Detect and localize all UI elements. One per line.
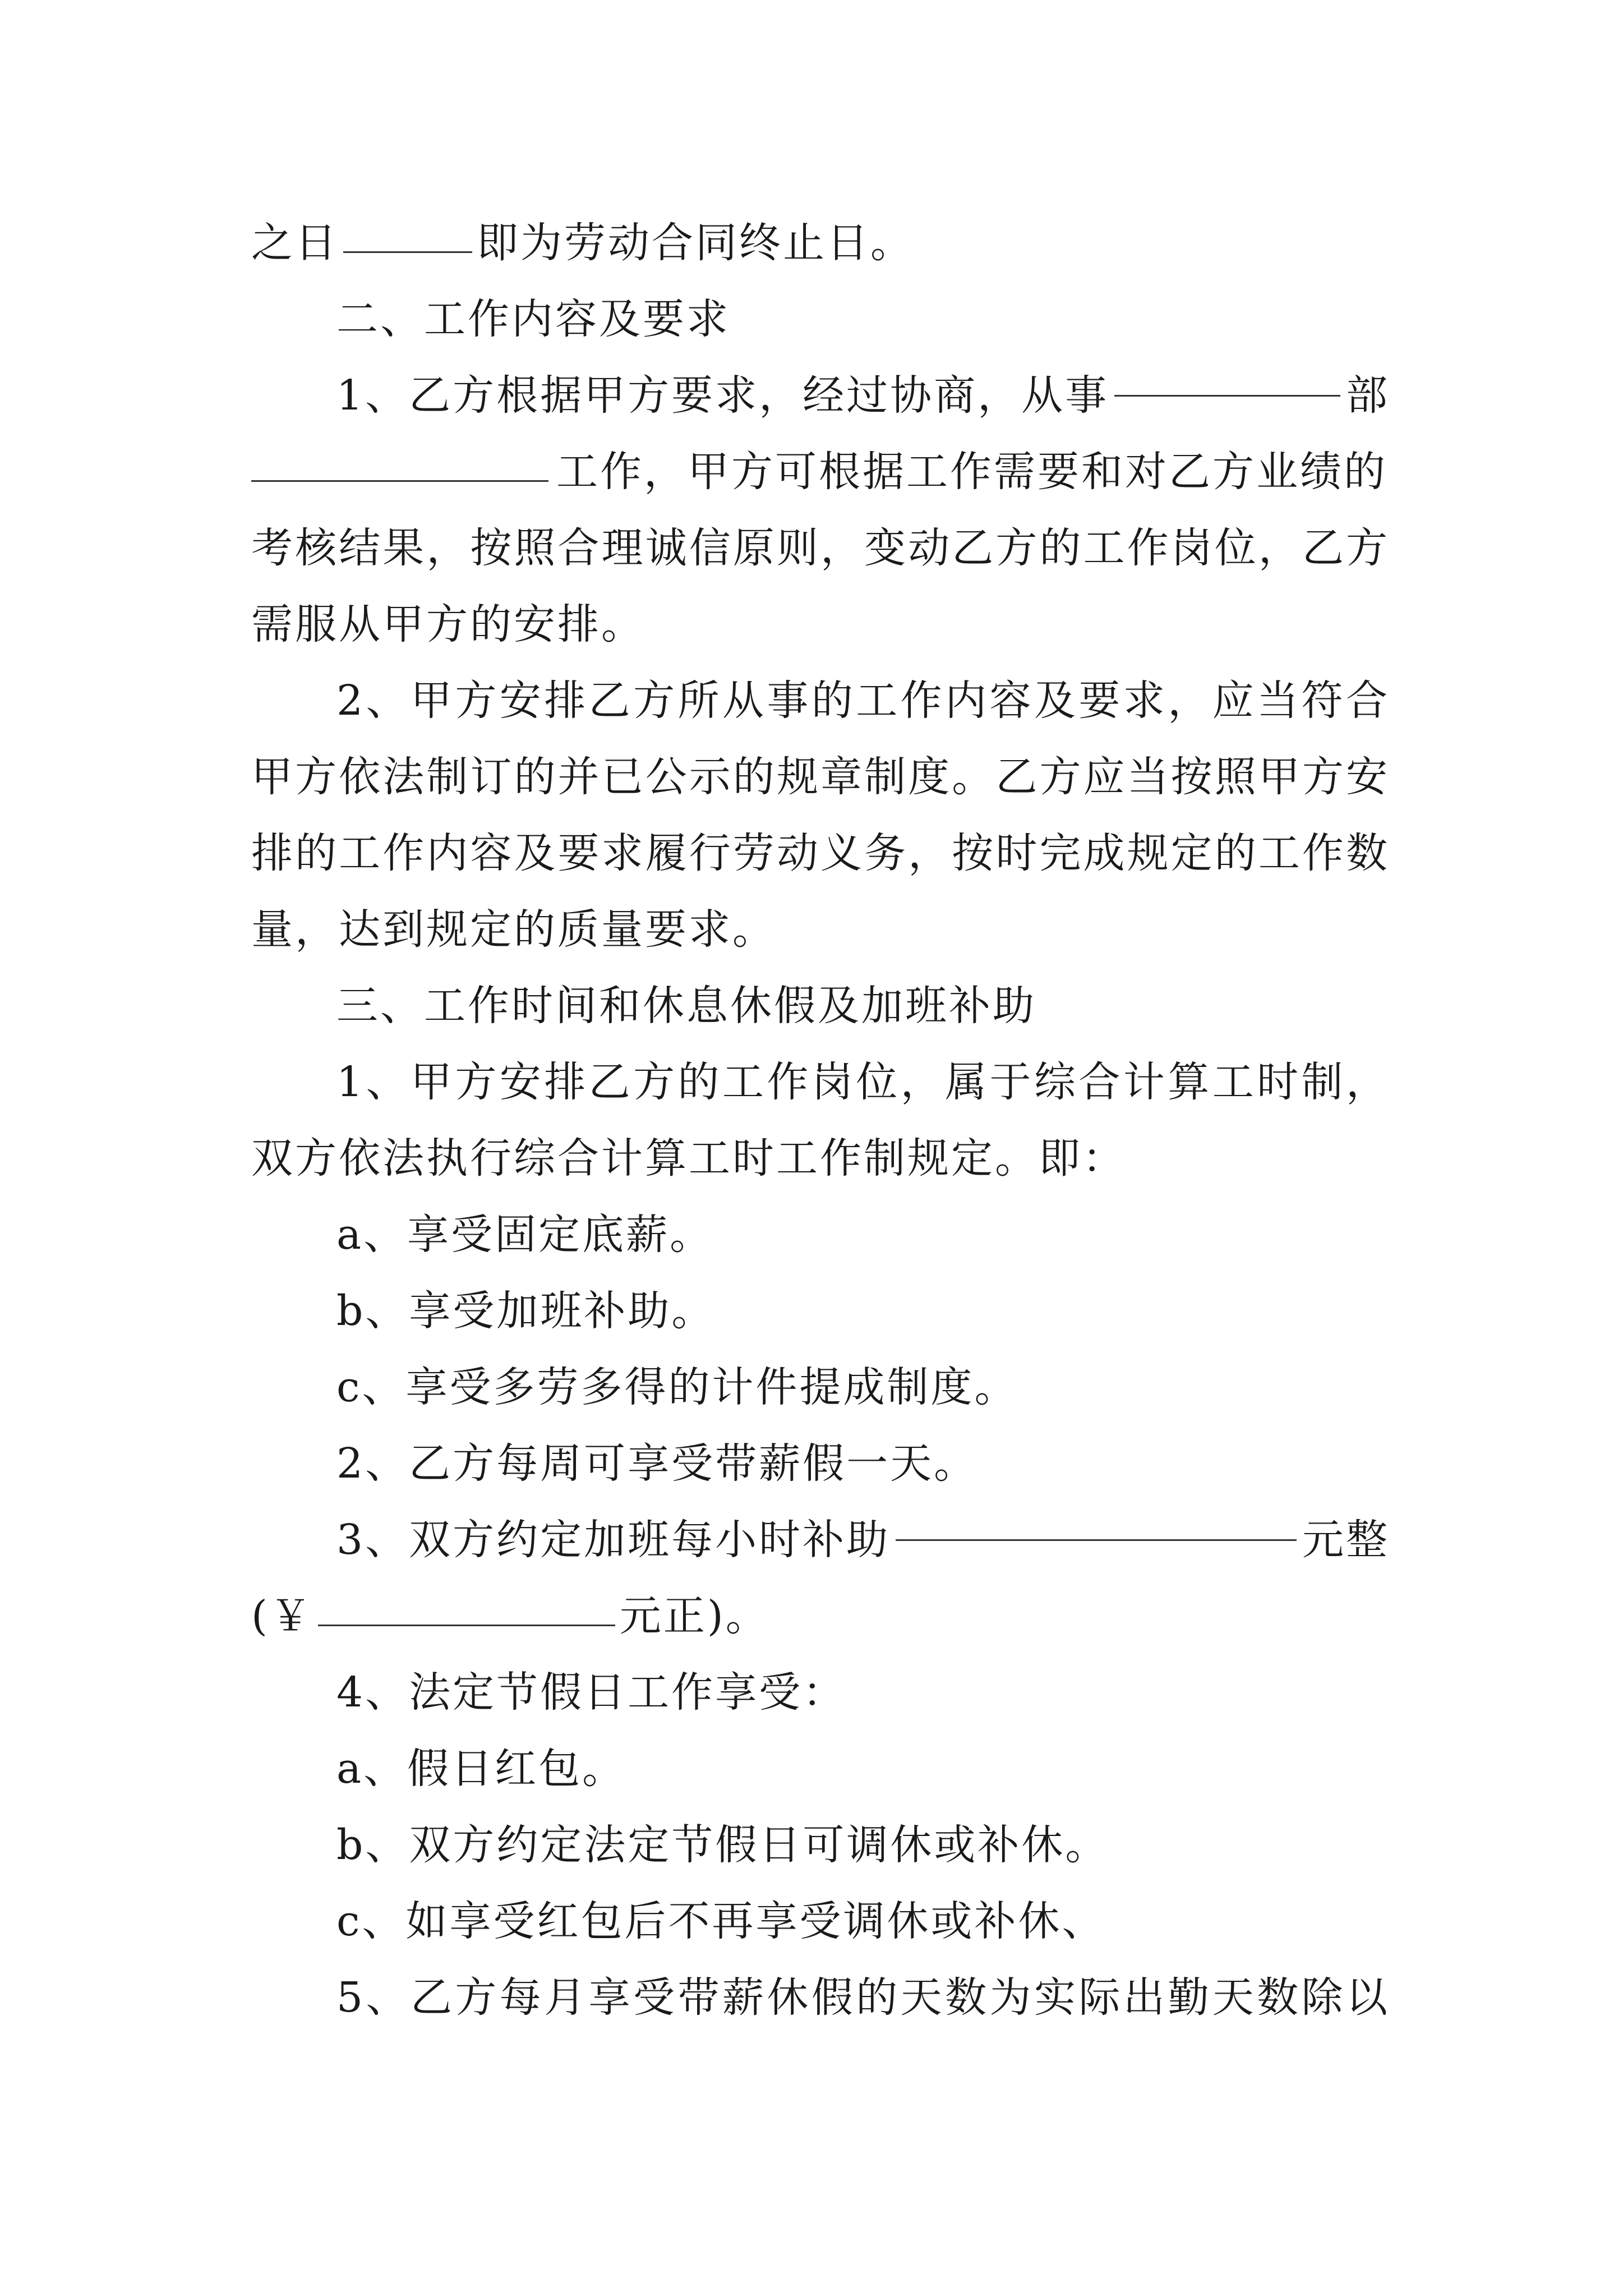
text-fragment: 部	[1346, 371, 1390, 420]
text-line-overtime-yuan	[251, 1585, 1390, 1647]
section-heading-3: 三、工作时间和休息休假及加班补助	[336, 982, 1036, 1030]
text-fragment: 元整	[1302, 1516, 1390, 1564]
fill-blank-yuan	[318, 1624, 615, 1626]
paragraph-line: 4、法定节假日工作享受：	[336, 1668, 847, 1717]
text-fragment: 元正)。	[619, 1592, 769, 1640]
text-line-overtime	[336, 1509, 1390, 1571]
text-line-contract-end	[251, 212, 1390, 274]
fill-blank-end-date	[343, 251, 472, 253]
list-item: b、享受加班补助。	[336, 1287, 716, 1335]
section-heading-2: 二、工作内容及要求	[336, 295, 730, 343]
paragraph-line: 排的工作内容及要求履行劳动义务，按时完成规定的工作数	[251, 829, 1390, 877]
paragraph-line: 甲方依法制订的并已公示的规章制度。乙方应当按照甲方安	[251, 753, 1390, 801]
paragraph-line: 量，达到规定的质量要求。	[251, 905, 776, 954]
paragraph-line: 需服从甲方的安排。	[251, 600, 645, 648]
paragraph-line: 考核结果，按照合理诚信原则，变动乙方的工作岗位，乙方	[251, 524, 1390, 572]
text-fragment: 3、双方约定加班每小时补助	[336, 1516, 891, 1564]
paragraph-line: 5、乙方每月享受带薪休假的天数为实际出勤天数除以	[336, 1973, 1390, 2022]
fill-blank-department	[1114, 394, 1340, 397]
paragraph-line: 1、甲方安排乙方的工作岗位，属于综合计算工时制，	[336, 1058, 1390, 1106]
list-item: c、如享受红包后不再享受调休或补休、	[336, 1897, 1106, 1945]
text-fragment: 1、乙方根据甲方要求，经过协商，从事	[336, 371, 1109, 420]
text-fragment: (￥	[251, 1592, 313, 1640]
list-item: c、享受多劳多得的计件提成制度。	[336, 1363, 1018, 1411]
paragraph-line: 2、甲方安排乙方所从事的工作内容及要求，应当符合	[336, 677, 1390, 725]
fill-blank-overtime-amount	[896, 1539, 1297, 1541]
paragraph-line: 双方依法执行综合计算工时工作制规定。即：	[251, 1134, 1126, 1182]
text-fragment: 之日	[251, 219, 339, 267]
text-line-job	[251, 441, 1390, 503]
fill-blank-job	[251, 480, 548, 482]
text-fragment: 工作，甲方可根据工作需要和对乙方业绩的	[556, 448, 1387, 496]
list-item: a、享受固定底薪。	[336, 1211, 714, 1259]
text-line-department	[336, 365, 1390, 426]
paragraph-line: 2、乙方每周可享受带薪假一天。	[336, 1439, 978, 1488]
list-item: b、双方约定法定节假日可调休或补休。	[336, 1821, 1109, 1869]
text-fragment: 即为劳动合同终止日。	[477, 219, 914, 267]
list-item: a、假日红包。	[336, 1745, 626, 1793]
